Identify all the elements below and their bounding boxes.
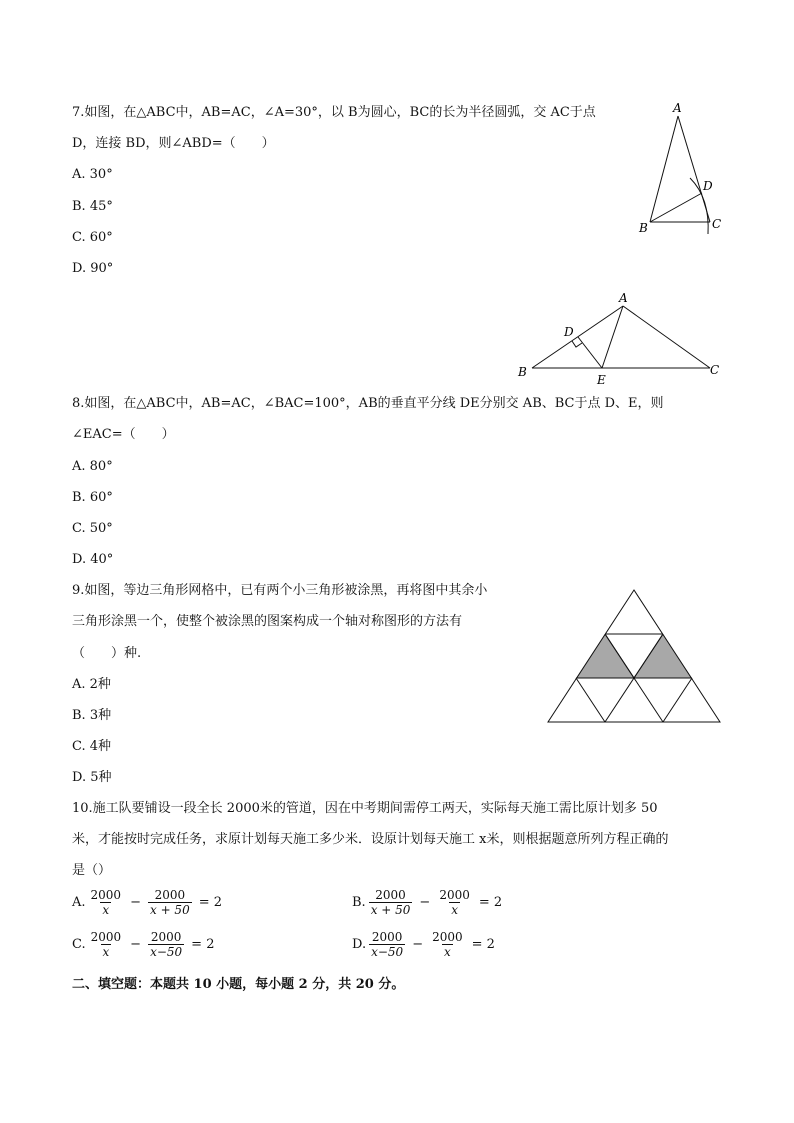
fraction: $\frac{2000}{x}$ bbox=[439, 888, 470, 917]
minus-sign: − bbox=[419, 894, 431, 910]
q7-label-d: D bbox=[703, 179, 713, 193]
fraction: $\frac{2000}{x}$ bbox=[90, 888, 122, 917]
q9-triangle-grid-figure bbox=[545, 582, 723, 726]
q7-option-c: C. 60° bbox=[72, 230, 113, 245]
q7-option-a: A. 30° bbox=[72, 167, 113, 182]
q9-grid-line bbox=[576, 678, 605, 722]
q7-stem-line2: D，连接 BD，则∠ABD=（ ） bbox=[72, 136, 275, 151]
fraction: $\frac{2000}{x-50}$ bbox=[150, 930, 183, 959]
q8-side-ac bbox=[623, 306, 710, 368]
q8-stem-line1: 8.如图，在△ABC中，AB=AC，∠BAC=100°，AB的垂直平分线 DE分别交 AB、BC于点 D、E，则 bbox=[72, 396, 664, 411]
q8-stem-line2: ∠EAC=（ ） bbox=[72, 427, 175, 442]
section-heading-fill-in: 二、填空题：本题共 10 小题，每小题 2 分，共 20 分。 bbox=[72, 977, 405, 992]
fraction: $\frac{2000}{x}$ bbox=[432, 930, 463, 959]
fraction: $\frac{2000}{x-50}$ bbox=[371, 930, 404, 959]
option-label: C. bbox=[72, 936, 86, 952]
q7-label-c: C bbox=[712, 217, 722, 231]
fraction: $\frac{2000}{x + 50}$ bbox=[370, 888, 411, 917]
q10-stem-line1: 10.施工队要铺设一段全长 2000米的管道，因在中考期间需停工两天，实际每天施工需比原计划多 50 bbox=[72, 801, 658, 816]
minus-sign: − bbox=[412, 936, 424, 952]
q7-option-b: B. 45° bbox=[72, 199, 113, 214]
q10-option-a bbox=[72, 888, 226, 917]
equation-rhs: = 2 bbox=[471, 936, 495, 952]
q10-stem-line3: 是（） bbox=[72, 863, 112, 878]
q8-option-b: B. 60° bbox=[72, 490, 113, 505]
q8-label-c: C bbox=[710, 363, 720, 377]
q7-option-d: D. 90° bbox=[72, 261, 114, 276]
q9-option-a: A. 2种 bbox=[72, 677, 111, 692]
option-label: B. bbox=[352, 894, 366, 910]
equation-rhs: = 2 bbox=[191, 936, 215, 952]
q7-label-a: A bbox=[673, 101, 682, 115]
minus-sign: − bbox=[130, 936, 142, 952]
q9-outer-triangle bbox=[548, 590, 720, 722]
minus-sign: − bbox=[130, 894, 141, 910]
q8-segment-de bbox=[578, 337, 602, 368]
q8-option-c: C. 50° bbox=[72, 521, 113, 536]
equation-rhs: = 2 bbox=[478, 894, 503, 910]
q8-label-d: D bbox=[564, 325, 574, 339]
q8-option-a: A. 80° bbox=[72, 459, 113, 474]
q9-stem-line1: 9.如图，等边三角形网格中，已有两个小三角形被涂黑，再将图中其余小 bbox=[72, 583, 488, 598]
q7-segment-bd bbox=[650, 193, 702, 222]
q8-segment-ae bbox=[602, 306, 623, 368]
q10-stem-line2: 米，才能按时完成任务，求原计划每天施工多少米．设原计划每天施工 x米，则根据题意所列方程正确的 bbox=[72, 832, 669, 847]
q7-side-ab bbox=[650, 116, 678, 222]
q10-option-d bbox=[352, 930, 499, 959]
q8-right-angle-mark bbox=[572, 341, 582, 347]
q7-triangle-figure bbox=[630, 98, 730, 238]
q8-label-a: A bbox=[619, 291, 628, 305]
fraction: $\frac{2000}{x + 50}$ bbox=[149, 888, 190, 917]
q8-option-d: D. 40° bbox=[72, 552, 114, 567]
q10-option-b bbox=[352, 888, 506, 917]
q9-shaded-triangle-right bbox=[634, 634, 692, 678]
q8-label-e: E bbox=[597, 373, 606, 387]
q8-side-ab bbox=[532, 306, 623, 368]
q9-grid-line bbox=[663, 678, 692, 722]
q9-stem-line2: 三角形涂黑一个，使整个被涂黑的图案构成一个轴对称图形的方法有 bbox=[72, 614, 463, 629]
option-label: A. bbox=[72, 894, 86, 910]
q9-option-d: D. 5种 bbox=[72, 770, 112, 785]
equation-rhs: = 2 bbox=[198, 894, 223, 910]
q7-label-b: B bbox=[639, 221, 648, 235]
q9-shaded-triangle-left bbox=[576, 634, 634, 678]
q8-triangle-figure bbox=[510, 290, 730, 390]
q8-label-b: B bbox=[518, 365, 527, 379]
q10-option-c bbox=[72, 930, 218, 959]
q9-option-c: C. 4种 bbox=[72, 739, 112, 754]
q9-option-b: B. 3种 bbox=[72, 708, 112, 723]
option-label: D. bbox=[352, 936, 367, 952]
q9-stem-line3: （ ）种. bbox=[72, 646, 142, 661]
fraction: $\frac{2000}{x}$ bbox=[90, 930, 122, 959]
q7-stem-line1: 7.如图，在△ABC中，AB=AC，∠A=30°，以 B为圆心，BC的长为半径圆弧，交 AC于点 bbox=[72, 105, 596, 120]
